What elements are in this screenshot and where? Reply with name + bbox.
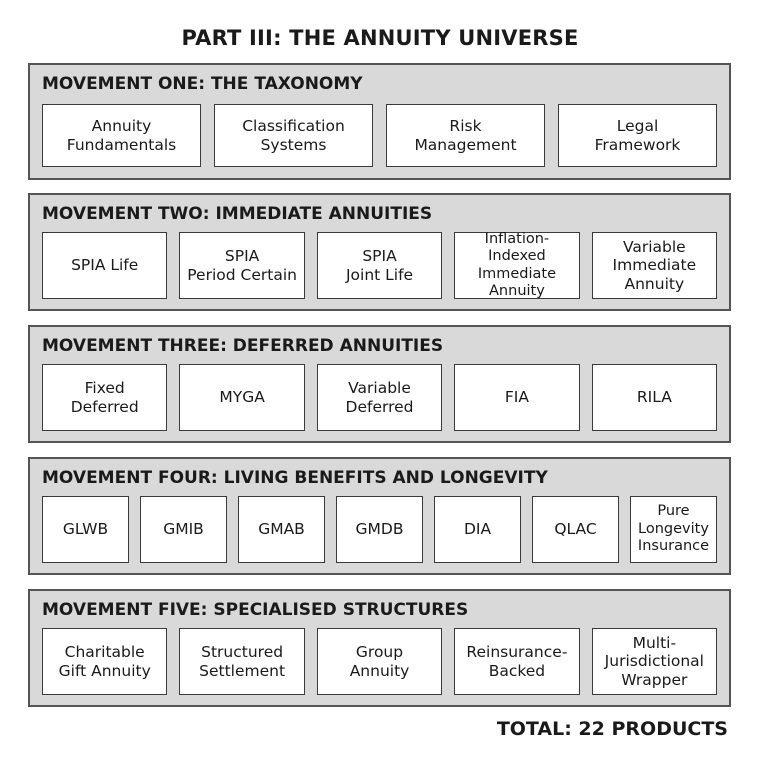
product-box: GMAB xyxy=(238,496,325,563)
product-box: Classification Systems xyxy=(214,104,373,167)
product-box: FIA xyxy=(454,364,579,431)
product-box: SPIA Life xyxy=(42,232,167,299)
total-products-label: TOTAL: 22 PRODUCTS xyxy=(496,718,728,740)
movement-one-panel xyxy=(28,63,731,180)
movement-five-panel xyxy=(28,589,731,707)
product-box: DIA xyxy=(434,496,521,563)
product-box: Annuity Fundamentals xyxy=(42,104,201,167)
movement-two-panel xyxy=(28,193,731,311)
movement-four-panel xyxy=(28,457,731,575)
product-box: Risk Management xyxy=(386,104,545,167)
product-box: SPIA Period Certain xyxy=(179,232,304,299)
product-box: SPIA Joint Life xyxy=(317,232,442,299)
product-box: MYGA xyxy=(179,364,304,431)
product-box: GMIB xyxy=(140,496,227,563)
movement-one-title: MOVEMENT ONE: THE TAXONOMY xyxy=(42,74,363,94)
product-box: Variable Immediate Annuity xyxy=(592,232,717,299)
movement-three-title: MOVEMENT THREE: DEFERRED ANNUITIES xyxy=(42,336,444,356)
product-box: Pure Longevity Insurance xyxy=(630,496,717,563)
product-box: GLWB xyxy=(42,496,129,563)
product-box: RILA xyxy=(592,364,717,431)
diagram-title: PART III: THE ANNUITY UNIVERSE xyxy=(181,26,579,50)
product-box: Variable Deferred xyxy=(317,364,442,431)
product-box: Legal Framework xyxy=(558,104,717,167)
product-box: QLAC xyxy=(532,496,619,563)
product-box: Charitable Gift Annuity xyxy=(42,628,167,695)
movement-three-panel xyxy=(28,325,731,443)
movement-four-title: MOVEMENT FOUR: LIVING BENEFITS AND LONGEVITY xyxy=(42,468,548,488)
product-box: Fixed Deferred xyxy=(42,364,167,431)
movement-five-title: MOVEMENT FIVE: SPECIALISED STRUCTURES xyxy=(42,600,469,620)
product-box: Multi- Jurisdictional Wrapper xyxy=(592,628,717,695)
product-box: Structured Settlement xyxy=(179,628,304,695)
product-box: Reinsurance- Backed xyxy=(454,628,579,695)
product-box: GMDB xyxy=(336,496,423,563)
product-box: Inflation-Indexed Immediate Annuity xyxy=(454,232,579,299)
movement-two-title: MOVEMENT TWO: IMMEDIATE ANNUITIES xyxy=(42,204,433,224)
product-box: Group Annuity xyxy=(317,628,442,695)
